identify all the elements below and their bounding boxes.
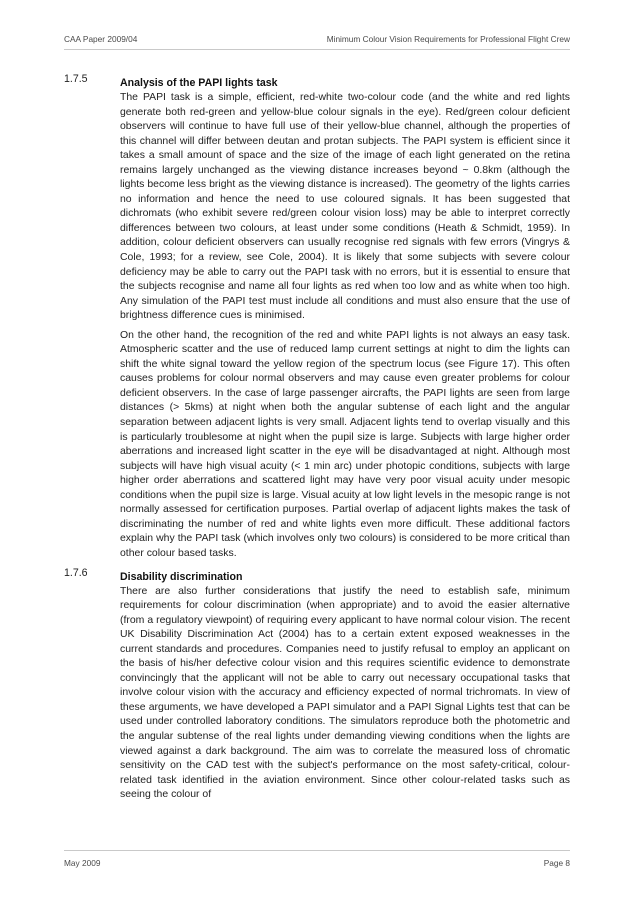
section-title: Analysis of the PAPI lights task [120, 77, 278, 89]
footer-page-number: Page 8 [543, 858, 570, 868]
section-papi-analysis [64, 73, 570, 562]
section-title: Disability discrimination [120, 570, 243, 583]
section-number: 1.7.5 [64, 73, 88, 85]
section-heading [64, 73, 570, 91]
page-footer [64, 850, 570, 868]
header-document-id: CAA Paper 2009/04 [64, 34, 138, 44]
section-disability-discrimination [64, 567, 570, 803]
page-header [64, 34, 570, 50]
section-number: 1.7.6 [64, 566, 88, 579]
header-document-title: Minimum Colour Vision Requirements for Professional Flight Crew [326, 34, 570, 44]
section-heading [64, 566, 570, 585]
page-body [64, 73, 570, 808]
footer-date: May 2009 [64, 858, 101, 868]
body-paragraph: There are also further considerations that justify the need to establish safe, minimum requirements for colour discrimination (when appropriate) and to avoid the easier alternative (from a regulatory viewpoint) of requiring every applicant to have normal colour vision. The recent UK Disability Discrimination Act (2004) has to a certain extent exposed weaknesses in the current standards and procedures. Companies need to justify refusal to employ an applicant on the basis of his/her defective colour vision and this requires scientific evidence to demonstrate convincingly that the applicant will not be able to carry out necessary occupational tasks that involve colour vision with the accuracy and efficiency expected of normal trichromats. In view of these arguments, we have developed a PAPI simulator and a PAPI Signal Lights test that can be used under controlled laboratory conditions. The simulators reproduce both the photometric and the angular subtense of the real lights under demanding viewing conditions when the lights are viewed against a dark background. The aim was to correlate the measured loss of chromatic sensitivity on the CAD test with the subject's performance on the most safety-critical, colour-related task identified in the aviation environment. Since other colour-related tasks such as seeing the colour of [120, 585, 570, 801]
body-paragraph: On the other hand, the recognition of the red and white PAPI lights is not always an easy task. Atmospheric scatter and the use of reduced lamp current settings at night to dim the lights can shift the white signal toward the yellow region of the spectrum locus (see Figure 17). This often causes problems for colour normal observers and may cause even greater problems for colour deficient observers. In the case of large passenger aircrafts, the PAPI lights are seen from large distances (> 5kms) at night when both the angular subtense of each light and the angular separation between adjacent lights is very small. Adjacent lights tend to overlap visually and this is particularly troublesome at night when the pupil size is large. Subjects with large higher order aberrations and increased light scatter in the eye will be disadvantaged at night. Although most subjects will have high visual acuity (< 1 min arc) under photopic conditions, subjects with large higher order aberrations and scattered light may have very poor visual acuity under mesopic conditions when the pupil size is large. Visual acuity at low light levels in the mesopic range is not normally assessed for certification purposes. Partial overlap of adjacent lights makes the task of discriminating the number of red and white lights even more difficult. These additional factors explain why the PAPI task (which involves only two colours) is considered to be more critical than other colour based tasks. [120, 329, 570, 559]
body-paragraph: The PAPI task is a simple, efficient, red-white two-colour code (and the white and red lights generate both red-green and yellow-blue colour signals in the eye). Red/green colour deficient observers will continue to have full use of their yellow-blue channel, although the properties of this channel will differ between deutan and protan subjects. The PAPI system is efficient since it takes a small amount of space and the size of the image of each light generated on the retina remains largely unchanged as the viewing distance increases beyond ~ 0.8km (although the lights become less bright as the viewing distance is increased). The geometry of the lights carries no information and hence the need to use coloured signals. It has been suggested that dichromats (who exhibit severe red/green colour vision loss) may be able to interpret correctly differences between two colours, at least under some conditions (Heath & Schmidt, 1959). In addition, colour deficient observers can usually recognise red signals with few errors (Vingrys & Cole, 1993; for a review, see Cole, 2004). It is likely that some subjects with severe colour deficiency may be able to carry out the PAPI task with no errors, but it is essential to ensure that the subjects recognise and name all four lights as red when too low and as white when too high. Any simulation of the PAPI test must include all conditions and must also ensure that the use of brightness difference cues is minimised. [120, 92, 570, 322]
